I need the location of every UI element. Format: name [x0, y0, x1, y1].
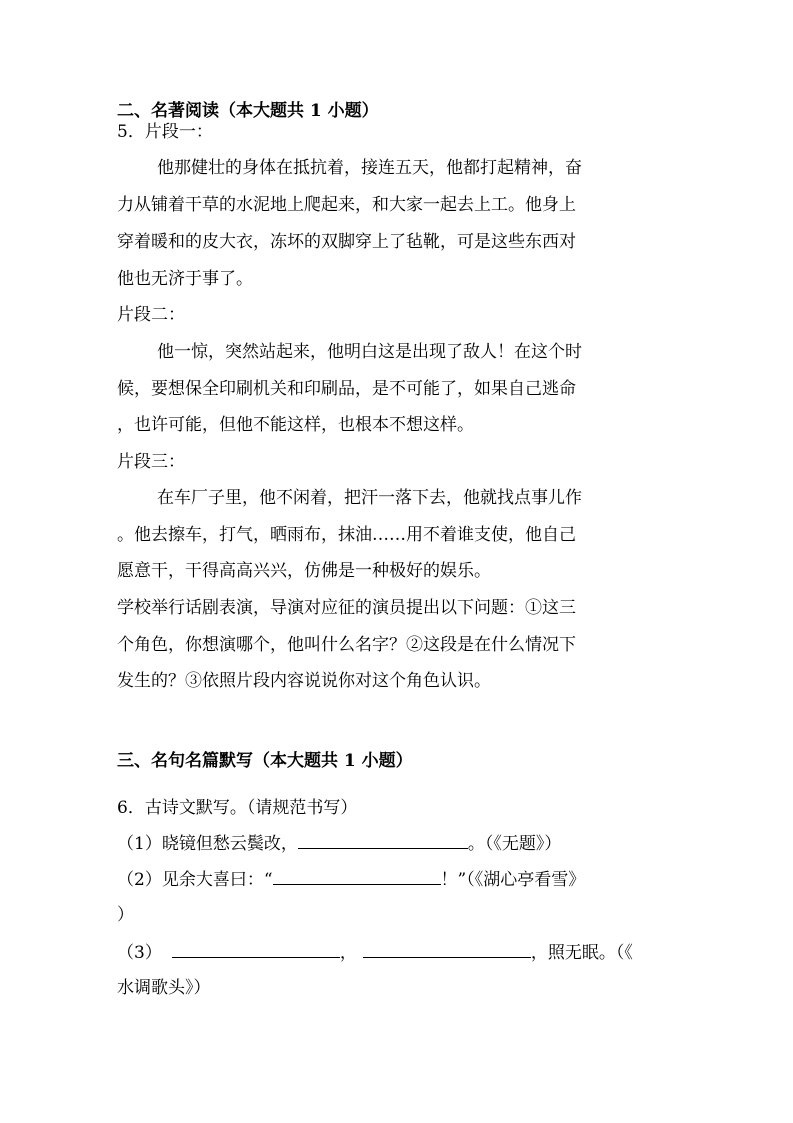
section-title-dictation: 三、名句名篇默写（本大题共 1 小题）	[117, 751, 413, 771]
answer-blank-1[interactable]	[298, 834, 468, 849]
fragment-2-line: ，也许可能，但他不能这样，也根本不想这样。	[117, 415, 474, 435]
dictation-item-1-suffix: 。（《无题》）	[467, 834, 562, 854]
fragment-1-line: 力从铺着干草的水泥地上爬起来，和大家一起去上工。他身上	[117, 195, 576, 215]
answer-blank-3b[interactable]	[363, 943, 531, 958]
section-title-reading: 二、名著阅读（本大题共 1 小题）	[117, 101, 379, 121]
answer-blank-2[interactable]	[273, 870, 441, 885]
dictation-item-2-prefix: （2）见余大喜曰：“	[117, 870, 273, 890]
dictation-item-3-suffix: ，照无眠。（《	[530, 943, 633, 963]
fragment-3-line: 愿意干，干得高高兴兴，仿佛是一种极好的娱乐。	[117, 561, 491, 581]
dictation-item-3-prefix: （3）	[117, 943, 162, 963]
fragment-2-line: 他一惊，突然站起来，他明白这是出现了敌人！在这个时	[157, 342, 582, 362]
fragment-2-label: 片段二：	[117, 305, 185, 325]
question-5-prompt-line: 发生的？③依照片段内容说说你对这个角色认识。	[117, 671, 491, 691]
answer-blank-3a[interactable]	[172, 943, 340, 958]
fragment-1-line: 他那健壮的身体在抵抗着，接连五天，他都打起精神，奋	[157, 158, 582, 178]
dictation-item-3-mid: ，	[339, 943, 357, 963]
fragment-2-line: 候，要想保全印刷机关和印刷品，是不可能了，如果自己逃命	[117, 379, 576, 399]
dictation-item-3-wrap: 水调歌头》）	[117, 978, 211, 998]
fragment-3-line: 。他去擦车，打气，晒雨布，抹油……用不着谁支使，他自己	[117, 525, 576, 545]
dictation-item-1-prefix: （1）晓镜但愁云鬓改，	[117, 834, 298, 854]
dictation-item-3	[117, 943, 633, 963]
dictation-item-1	[117, 834, 561, 854]
dictation-item-2-wrap: ）	[117, 905, 134, 925]
fragment-1-line: 他也无济于事了。	[117, 269, 253, 289]
dictation-item-2	[117, 870, 585, 890]
question-5-prompt-line: 个角色，你想演哪个，他叫什么名字？②这段是在什么情况下	[117, 635, 576, 655]
fragment-1-line: 穿着暖和的皮大衣，冻坏的双脚穿上了毡靴，可是这些东西对	[117, 232, 576, 252]
dictation-item-2-suffix: ！”（《湖心亭看雪》	[440, 870, 586, 890]
question-6-label: 6．古诗文默写。（请规范书写）	[117, 798, 358, 818]
question-5-label: 5．片段一：	[117, 122, 213, 142]
question-5-prompt-line: 学校举行话剧表演，导演对应征的演员提出以下问题：①这三	[117, 598, 576, 618]
fragment-3-line: 在车厂子里，他不闲着，把汗一落下去，他就找点事儿作	[157, 488, 582, 508]
fragment-3-label: 片段三：	[117, 452, 185, 472]
